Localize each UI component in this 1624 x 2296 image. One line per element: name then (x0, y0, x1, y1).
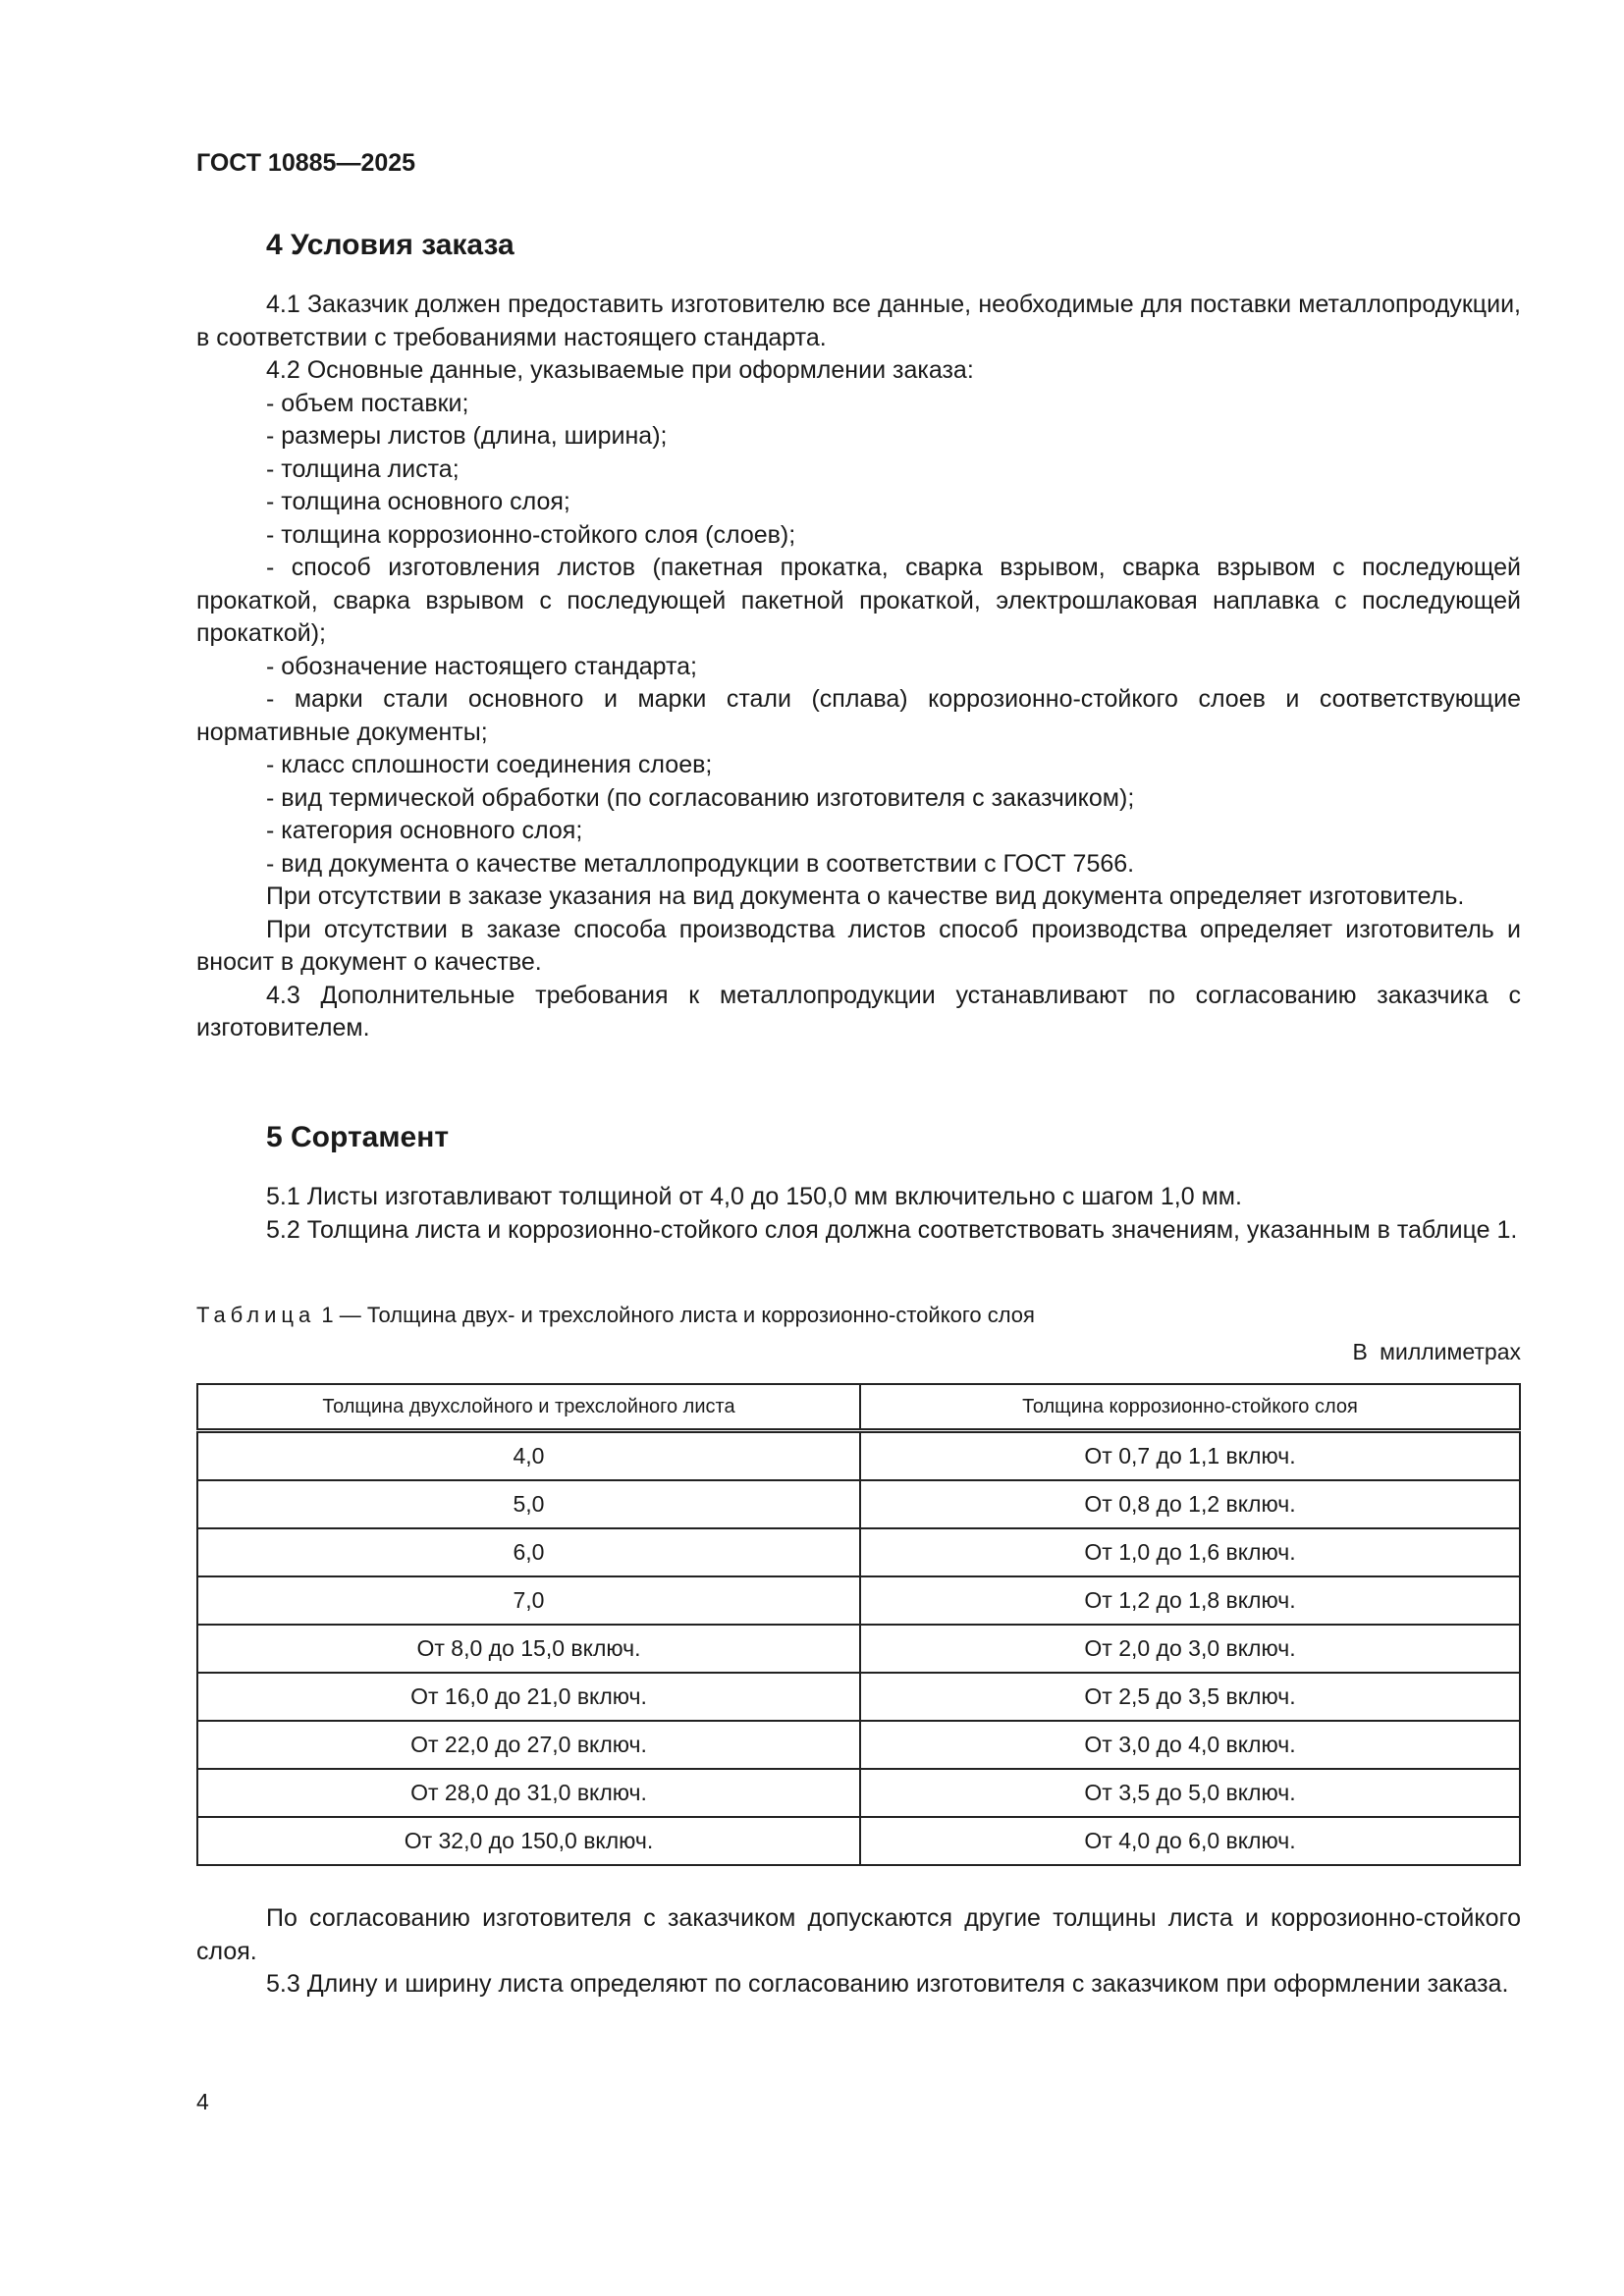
cell-layer-thickness: От 3,0 до 4,0 включ. (860, 1721, 1520, 1769)
section-5-body (196, 1181, 1521, 1247)
cell-layer-thickness: От 0,7 до 1,1 включ. (860, 1431, 1520, 1481)
section-5-heading: 5 Сортамент (266, 1121, 450, 1153)
table-row (197, 1576, 1520, 1625)
table-caption-label: Таблица (196, 1303, 316, 1327)
paragraph: При отсутствии в заказе способа производства листов способ производства определяет изготовитель и вносит в документ о качестве. (196, 915, 1521, 976)
cell-sheet-thickness: От 22,0 до 27,0 включ. (197, 1721, 860, 1769)
paragraph: - толщина основного слоя; (266, 488, 570, 515)
section-4-body (196, 289, 1521, 1045)
cell-sheet-thickness: От 8,0 до 15,0 включ. (197, 1625, 860, 1673)
table-row (197, 1480, 1520, 1528)
table-header-sheet-thickness: Толщина двухслойного и трехслойного листа (197, 1384, 860, 1431)
table-caption-text: 1 — Толщина двух- и трехслойного листа и коррозионно-стойкого слоя (315, 1303, 1035, 1327)
cell-sheet-thickness: 4,0 (197, 1431, 860, 1481)
paragraph: 4.1 Заказчик должен предоставить изготовителю все данные, необходимые для поставки металлопродукции, в соответствии с требованиями настоящего стандарта. (196, 291, 1521, 351)
cell-layer-thickness: От 2,5 до 3,5 включ. (860, 1673, 1520, 1721)
cell-layer-thickness: От 0,8 до 1,2 включ. (860, 1480, 1520, 1528)
cell-sheet-thickness: От 28,0 до 31,0 включ. (197, 1769, 860, 1817)
table-units: В миллиметрах (1352, 1339, 1521, 1364)
paragraph: По согласованию изготовителя с заказчиком допускаются другие толщины листа и коррозионно-стойкого слоя. (196, 1904, 1521, 1965)
table-row (197, 1817, 1520, 1865)
table-header-layer-thickness: Толщина коррозионно-стойкого слоя (860, 1384, 1520, 1431)
paragraph: - размеры листов (длина, ширина); (266, 422, 668, 450)
table-row (197, 1625, 1520, 1673)
paragraph: 4.3 Дополнительные требования к металлопродукции устанавливают по согласованию заказчика с изготовителем. (196, 981, 1521, 1041)
cell-sheet-thickness: 7,0 (197, 1576, 860, 1625)
paragraph: - способ изготовления листов (пакетная прокатка, сварка взрывом, сварка взрывом с последующей прокаткой, сварка взрывом с последующей пакетной прокаткой, электрошлаковая наплавка с последующей прокаткой); (196, 554, 1521, 647)
table-row (197, 1528, 1520, 1576)
paragraph: - толщина листа; (266, 454, 460, 483)
paragraph: - вид документа о качестве металлопродукции в соответствии с ГОСТ 7566. (266, 849, 1135, 878)
cell-layer-thickness: От 2,0 до 3,0 включ. (860, 1625, 1520, 1673)
table-row (197, 1673, 1520, 1721)
table-row (197, 1769, 1520, 1817)
paragraph: - класс сплошности соединения слоев; (266, 751, 713, 778)
cell-layer-thickness: От 1,0 до 1,6 включ. (860, 1528, 1520, 1576)
paragraph: 5.2 Толщина листа и коррозионно-стойкого слоя должна соответствовать значениям, указанным в таблице 1. (266, 1215, 1518, 1244)
cell-layer-thickness: От 3,5 до 5,0 включ. (860, 1769, 1520, 1817)
cell-sheet-thickness: 6,0 (197, 1528, 860, 1576)
paragraph: - толщина коррозионно-стойкого слоя (слоев); (266, 520, 796, 549)
table-caption (196, 1303, 1035, 1328)
paragraph: - марки стали основного и марки стали (сплава) коррозионно-стойкого слоев и соответствующие нормативные документы; (196, 685, 1521, 746)
paragraph: 4.2 Основные данные, указываемые при оформлении заказа: (266, 356, 974, 384)
paragraph: 5.3 Длину и ширину листа определяют по согласованию изготовителя с заказчиком при оформлении заказа. (266, 1970, 1509, 1998)
table-row (197, 1431, 1520, 1481)
cell-sheet-thickness: 5,0 (197, 1480, 860, 1528)
document-header: ГОСТ 10885—2025 (196, 149, 416, 177)
paragraph: - вид термической обработки (по согласованию изготовителя с заказчиком); (266, 783, 1135, 812)
cell-sheet-thickness: От 16,0 до 21,0 включ. (197, 1673, 860, 1721)
cell-sheet-thickness: От 32,0 до 150,0 включ. (197, 1817, 860, 1865)
paragraph: - обозначение настоящего стандарта; (266, 652, 697, 680)
paragraph: - категория основного слоя; (266, 817, 583, 844)
table-row (197, 1721, 1520, 1769)
cell-layer-thickness: От 1,2 до 1,8 включ. (860, 1576, 1520, 1625)
page-number: 4 (196, 2089, 209, 2114)
paragraph: При отсутствии в заказе указания на вид документа о качестве вид документа определяет изготовитель. (266, 882, 1465, 910)
cell-layer-thickness: От 4,0 до 6,0 включ. (860, 1817, 1520, 1865)
section-5-after-table (196, 1902, 1521, 2002)
section-4-heading: 4 Условия заказа (266, 229, 514, 261)
paragraph: 5.1 Листы изготавливают толщиной от 4,0 до 150,0 мм включительно с шагом 1,0 мм. (266, 1183, 1242, 1210)
paragraph: - объем поставки; (266, 389, 469, 417)
thickness-table (196, 1383, 1521, 1866)
